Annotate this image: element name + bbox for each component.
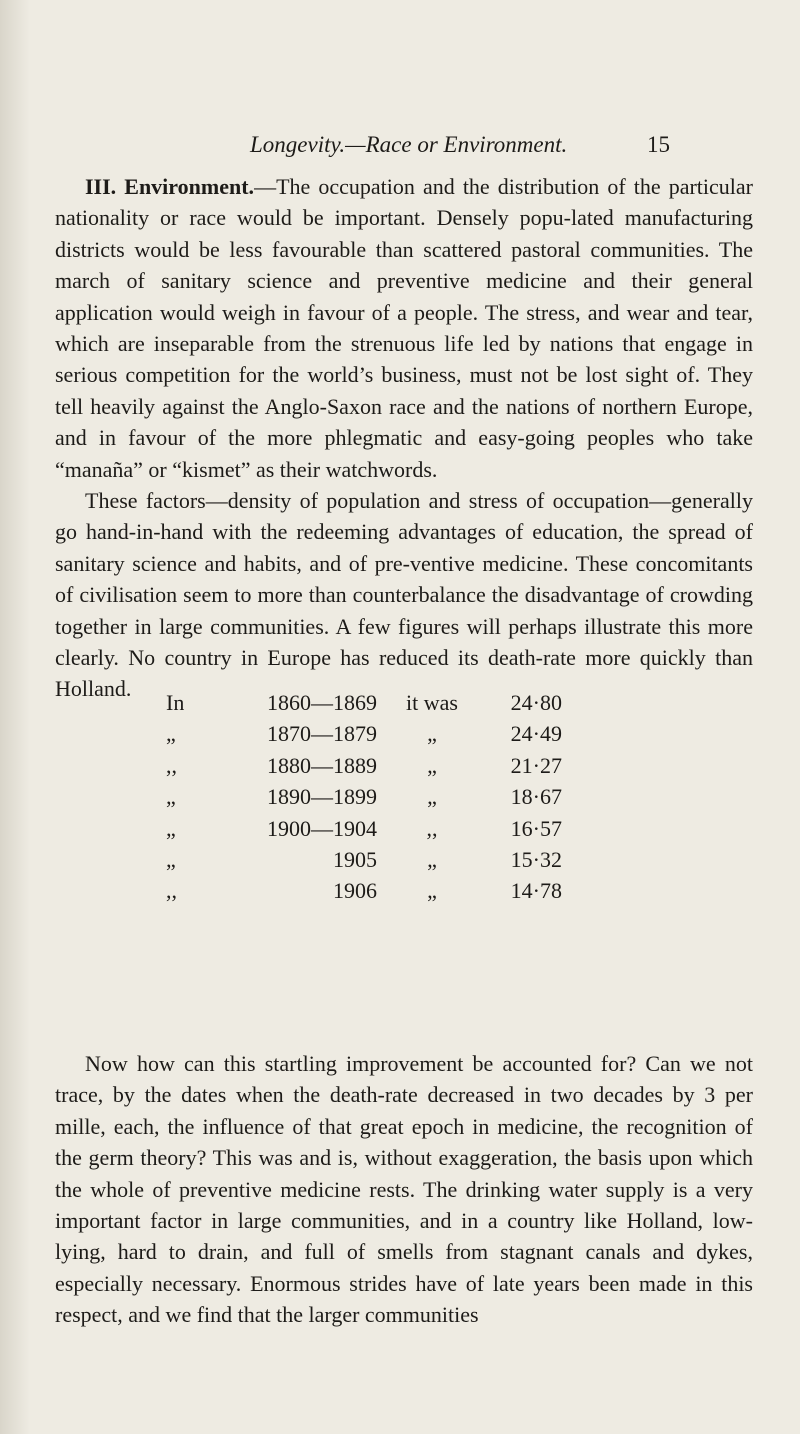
- running-title: Longevity.—Race or Environment.: [250, 132, 568, 157]
- table-row: [166, 687, 562, 718]
- table-row: [166, 750, 562, 781]
- row-verb: „: [427, 878, 437, 904]
- row-rate: 21·27: [510, 752, 562, 778]
- row-period: 1890—1899: [267, 784, 377, 810]
- row-verb: „: [427, 752, 437, 778]
- row-verb: ,,: [426, 815, 438, 841]
- row-verb: „: [427, 721, 437, 747]
- row-period: 1905: [333, 846, 377, 872]
- row-period: 1880—1889: [267, 752, 377, 778]
- row-prefix: „: [166, 721, 176, 747]
- table-row: [166, 844, 562, 875]
- row-rate: 18·67: [510, 784, 562, 810]
- table-row: [166, 813, 562, 844]
- row-prefix: „: [166, 815, 176, 841]
- row-verb: it was: [406, 690, 458, 715]
- row-period: 1860—1869: [267, 690, 377, 715]
- row-rate: 24·80: [510, 690, 562, 715]
- row-verb: „: [427, 846, 437, 872]
- row-rate: 24·49: [510, 721, 562, 747]
- row-period: 1900—1904: [267, 815, 377, 841]
- row-rate: 15·32: [510, 846, 562, 872]
- table-row: [166, 781, 562, 812]
- row-rate: 16·57: [510, 815, 562, 841]
- death-rate-table: [166, 687, 562, 907]
- paragraph-3-text: Now how can this startling improvement be accounted for? Can we not trace, by the dates when the death-rate decreased in two decades by 3 per mille, each, the influence of that great epoch in medicine, the recognition of the germ theory? This was and is, without exaggeration, the basis upon which the whole of preventive medicine rests. The drinking water supply is a very important factor in large communities, and in a country like Holland, low-lying, hard to drain, and full of smells from stagnant canals and dykes, especially necessary. Enormous strides have of late years been made in this respect, and we find that the larger communities: [55, 1051, 753, 1328]
- row-prefix: ,,: [166, 752, 177, 778]
- row-prefix: ,,: [166, 878, 177, 904]
- row-rate: 14·78: [510, 878, 562, 904]
- table-row: [166, 875, 562, 906]
- row-period: 1870—1879: [267, 721, 377, 747]
- row-period: 1906: [333, 878, 377, 904]
- row-prefix: „: [166, 784, 176, 810]
- running-header: [250, 132, 670, 158]
- paragraph-1: [55, 171, 753, 485]
- page-gutter-shadow: [0, 0, 30, 1434]
- paragraph-2: [55, 485, 753, 705]
- section-heading: III. Environment.: [85, 174, 255, 199]
- row-prefix: In: [166, 690, 185, 715]
- row-prefix: „: [166, 846, 176, 872]
- row-verb: „: [427, 784, 437, 810]
- paragraph-2-text: These factors—density of population and stress of occupation—generally go hand-in-hand with the redeeming advantages of education, the spread of sanitary science and habits, and of pre-ventive medicine. These concomitants of civilisation seem to more than counterbalance the disadvantage of crowding together in large communities. A few figures will perhaps illustrate this more clearly. No country in Europe has reduced its death-rate more quickly than Holland.: [55, 488, 753, 702]
- paragraph-1-text: —The occupation and the distribution of the particular nationality or race would be important. Densely popu-lated manufacturing districts would be less favourable than scattered pastoral communities. The march of sanitary science and preventive medicine and their general application would weigh in favour of a people. The stress, and wear and tear, which are inseparable from the strenuous life led by nations that engage in serious competition for the world’s business, must not be lost sight of. They tell heavily against the Anglo-Saxon race and the nations of northern Europe, and in favour of the more phlegmatic and easy-going peoples who take “manaña” or “kismet” as their watchwords.: [55, 174, 753, 482]
- page-number: 15: [647, 132, 670, 157]
- paragraph-3: [55, 1048, 753, 1331]
- table-row: [166, 718, 562, 749]
